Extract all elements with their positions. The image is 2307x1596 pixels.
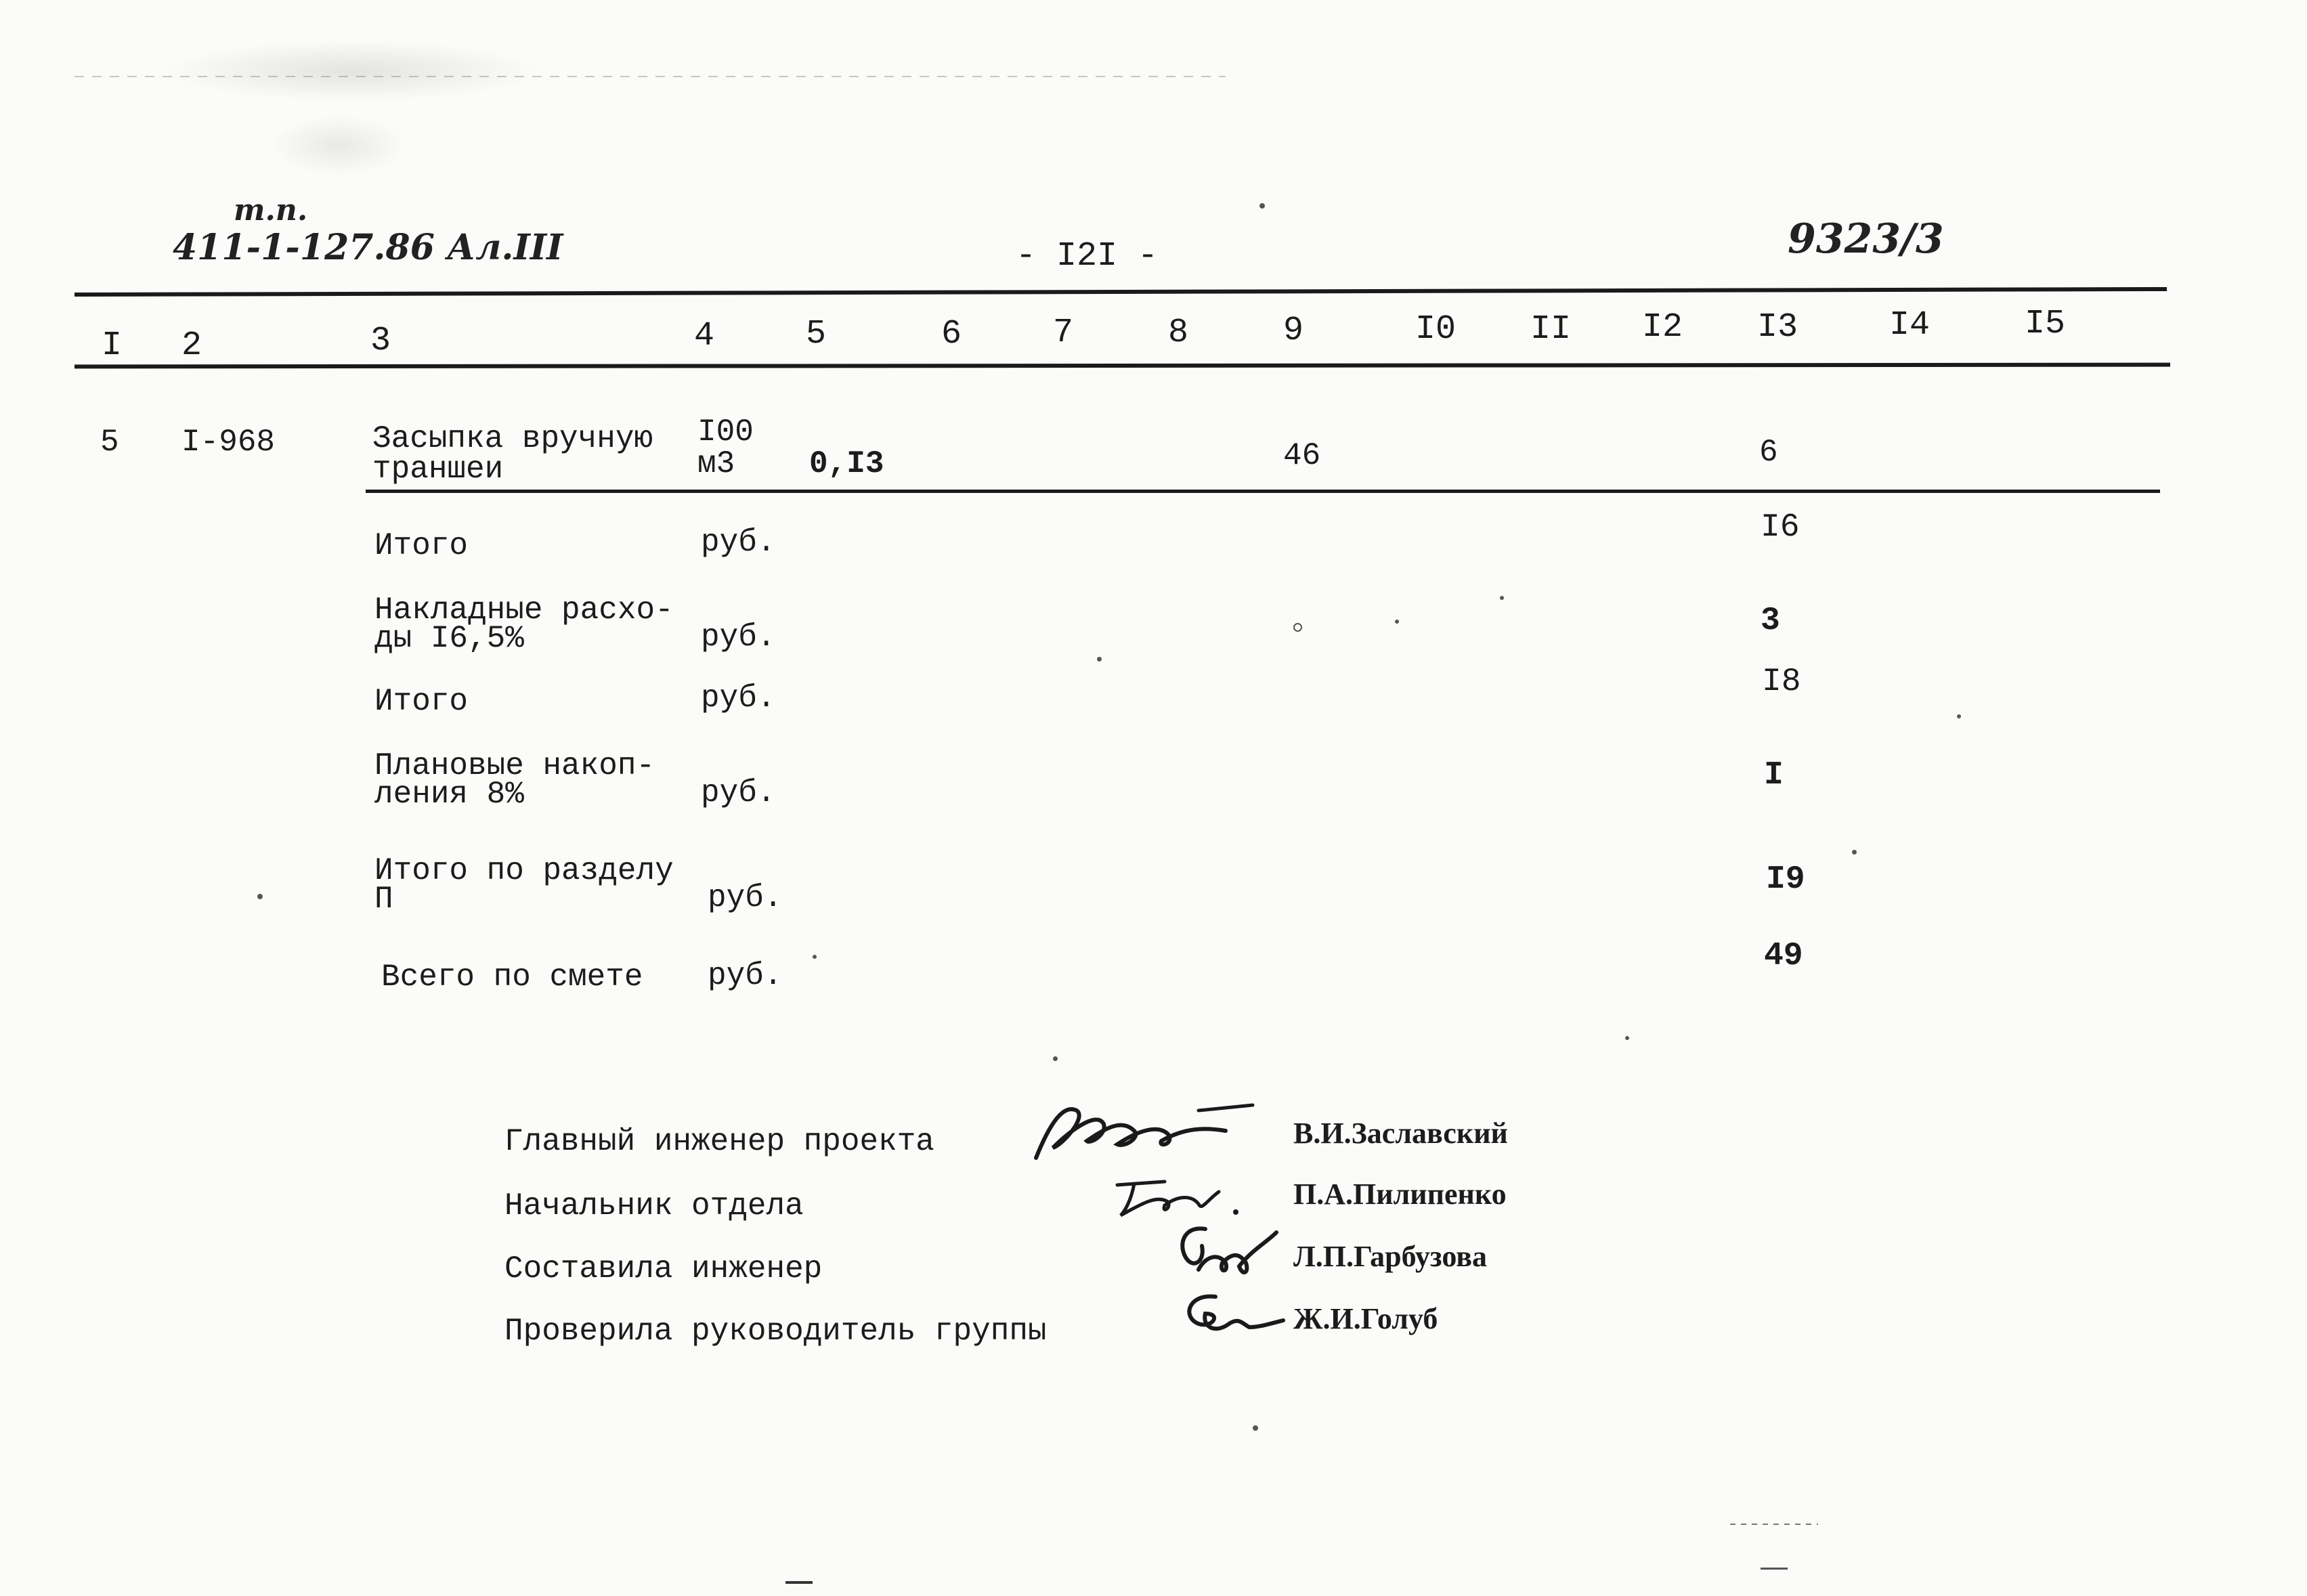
doc-code-line1: т.п. [234, 193, 308, 228]
handwritten-signature-icon [1175, 1287, 1290, 1347]
scan-artifact-dash [1761, 1568, 1788, 1570]
column-header-13: I3 [1757, 308, 1798, 347]
signatory-name: П.А.Пилипенко [1293, 1178, 1507, 1211]
item-cost: 6 [1759, 435, 1778, 470]
column-header-11: II [1530, 310, 1572, 349]
handwritten-signature-icon [1165, 1215, 1287, 1290]
item-row-bottom-rule [366, 490, 2160, 493]
item-quantity: 0,I3 [809, 446, 884, 481]
table-header-bottom-rule [74, 363, 2170, 369]
column-header-3: 3 [370, 322, 391, 360]
estimate-total-unit: руб. [708, 958, 783, 993]
doc-code-line2: 411-1-127.86 Ал.III [173, 227, 563, 268]
subtotal-unit: руб. [701, 681, 776, 716]
scan-speck [257, 894, 263, 899]
section-total-unit: руб. [708, 880, 783, 915]
section-total-value: I9 [1766, 861, 1805, 898]
page-number: - I2I - [1016, 237, 1159, 276]
column-header-7: 7 [1053, 314, 1074, 352]
section-total-label: Итого по разделу П [374, 853, 674, 917]
column-header-10: I0 [1415, 310, 1457, 349]
scan-artifact-smudge [163, 41, 542, 102]
scan-speck [1053, 1056, 1058, 1061]
scan-speck [1500, 596, 1504, 600]
column-header-2: 2 [181, 326, 202, 365]
scan-artifact-dash [1730, 1524, 1818, 1525]
overhead-unit: руб. [701, 620, 776, 655]
scan-speck [1097, 657, 1102, 662]
scan-speck [1852, 850, 1857, 855]
signatory-position: Проверила руководитель группы [504, 1314, 1047, 1349]
item-code: I-968 [181, 425, 276, 460]
scan-speck [813, 955, 817, 959]
signatory-position: Начальник отдела [504, 1188, 804, 1224]
estimate-total-label: Всего по смете [381, 959, 643, 995]
scan-speck [1625, 1036, 1629, 1040]
column-header-5: 5 [806, 315, 827, 353]
table-top-rule [74, 287, 2167, 297]
scan-artifact-smudge [271, 115, 406, 176]
overhead-value: 3 [1761, 603, 1780, 639]
planned-savings-label: Плановые накоп- ления 8% [374, 748, 655, 812]
sheet-number: 9323/3 [1788, 215, 1944, 263]
handwritten-signature-icon [1022, 1083, 1266, 1178]
scan-artifact-dash [785, 1581, 813, 1584]
item-name-line1: Засыпка вручную [372, 421, 653, 456]
signatory-name: В.И.Заславский [1293, 1117, 1508, 1150]
column-header-8: 8 [1168, 314, 1189, 352]
signatory-position: Главный инженер проекта [504, 1124, 934, 1159]
signatory-position: Составила инженер [504, 1251, 823, 1287]
column-header-14: I4 [1889, 306, 1931, 345]
column-header-6: 6 [941, 315, 962, 353]
total-label: Итого [374, 528, 469, 563]
column-header-15: I5 [2025, 305, 2066, 343]
total-unit: руб. [701, 525, 776, 560]
overhead-label: Накладные расхо- ды I6,5% [374, 592, 674, 656]
item-price: 46 [1283, 438, 1321, 473]
subtotal-label: Итого [374, 684, 469, 719]
item-unit-line1: I00 [697, 414, 754, 450]
column-header-9: 9 [1283, 311, 1304, 350]
subtotal-value: I8 [1762, 664, 1801, 700]
scan-speck [1253, 1425, 1258, 1431]
item-name-line2: траншеи [372, 452, 504, 487]
item-unit-line2: м3 [697, 446, 735, 481]
scan-speck [1259, 203, 1265, 209]
column-header-4: 4 [694, 317, 715, 355]
column-header-12: I2 [1642, 308, 1683, 347]
planned-savings-value: I [1764, 757, 1784, 794]
scan-speck [1395, 620, 1399, 624]
scan-speck [1957, 714, 1961, 718]
item-number: 5 [100, 425, 119, 460]
signatory-name: Л.П.Гарбузова [1293, 1240, 1488, 1273]
planned-savings-unit: руб. [701, 775, 776, 811]
signatory-name: Ж.И.Голуб [1293, 1302, 1438, 1335]
column-header-1: I [102, 326, 123, 365]
total-value: I6 [1761, 509, 1800, 546]
estimate-total-value: 49 [1764, 938, 1803, 974]
scan-speck [1293, 623, 1302, 632]
